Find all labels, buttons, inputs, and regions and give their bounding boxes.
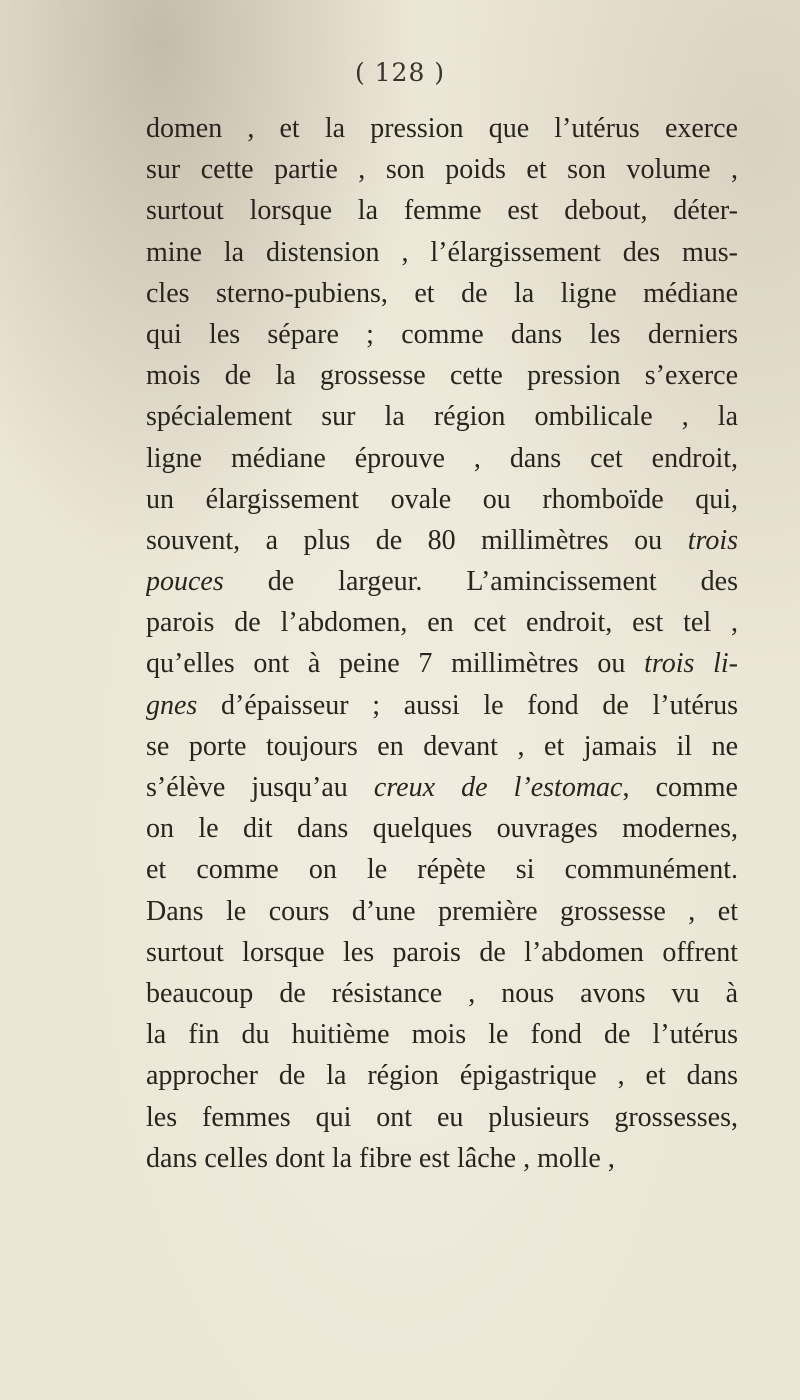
text-run: souvent, a plus de 80 millimètres ou <box>146 524 688 556</box>
text-line <box>146 685 738 726</box>
text-line <box>146 767 738 808</box>
text-run: dans celles dont la fibre est lâche , molle , <box>146 1142 615 1174</box>
text-line <box>146 602 738 643</box>
text-line <box>146 726 738 767</box>
text-line <box>146 808 738 849</box>
text-run: cles sterno-pubiens, et de la ligne médiane <box>146 277 738 309</box>
text-line <box>146 1097 738 1138</box>
text-line <box>146 355 738 396</box>
text-run: Dans le cours d’une première grossesse , et <box>146 895 738 927</box>
text-run: qui les sépare ; comme dans les derniers <box>146 318 738 350</box>
text-run: qu’elles ont à peine 7 millimètres ou <box>146 648 645 680</box>
text-line <box>146 108 738 149</box>
text-run: sur cette partie , son poids et son volume , <box>146 154 738 186</box>
text-line <box>146 396 738 437</box>
italic-text: trois <box>687 524 738 556</box>
text-line <box>146 232 738 273</box>
text-run: et comme on le répète si communément. <box>146 854 738 886</box>
text-line <box>146 438 738 479</box>
text-line <box>146 561 738 602</box>
page-number-header: ( 128 ) <box>354 58 446 87</box>
text-run: beaucoup de résistance , nous avons vu à <box>146 977 738 1009</box>
text-line <box>146 1014 738 1055</box>
italic-text: creux de l’estomac <box>373 772 623 803</box>
text-line <box>146 273 738 314</box>
text-run: d’épaisseur ; aussi le fond de l’utérus <box>197 689 738 721</box>
text-run: spécialement sur la région ombilicale , la <box>146 401 738 433</box>
text-run: parois de l’abdomen, en cet endroit, est tel , <box>146 607 738 639</box>
text-line <box>146 643 738 684</box>
text-run: domen , et la pression que l’utérus exerce <box>146 113 738 144</box>
text-run: les femmes qui ont eu plusieurs grossesses, <box>146 1101 738 1133</box>
text-run: surtout lorsque les parois de l’abdomen offrent <box>146 936 738 968</box>
text-line <box>146 849 738 890</box>
text-run: la fin du huitième mois le fond de l’utérus <box>146 1019 738 1051</box>
text-line <box>146 149 738 190</box>
text-run: surtout lorsque la femme est debout, déter- <box>146 195 738 227</box>
text-run: ligne médiane éprouve , dans cet endroit, <box>146 442 738 474</box>
italic-text: pouces <box>146 566 224 598</box>
text-line <box>146 1055 738 1096</box>
text-line <box>146 973 738 1014</box>
text-run: approcher de la région épigastrique , et dans <box>146 1060 738 1092</box>
text-run: se porte toujours en devant , et jamais il ne <box>146 730 738 762</box>
text-line <box>146 932 738 973</box>
text-run: mois de la grossesse cette pression s’exerce <box>146 360 738 392</box>
text-run: on le dit dans quelques ouvrages modernes, <box>146 813 738 845</box>
italic-text: gnes <box>146 689 198 721</box>
text-line <box>146 479 738 520</box>
text-line <box>146 190 738 231</box>
text-line <box>146 891 738 932</box>
text-line <box>146 314 738 355</box>
text-run: s’élève jusqu’au <box>146 772 374 803</box>
text-run: mine la distension , l’élargissement des mus- <box>146 236 738 268</box>
text-line <box>146 520 738 561</box>
body-text <box>146 108 738 1179</box>
text-run: un élargissement ovale ou rhomboïde qui, <box>146 483 738 515</box>
text-run: , comme <box>622 772 738 803</box>
italic-text: trois li- <box>644 648 738 680</box>
text-line <box>146 1138 738 1179</box>
text-run: de largeur. L’amincissement des <box>223 566 738 598</box>
